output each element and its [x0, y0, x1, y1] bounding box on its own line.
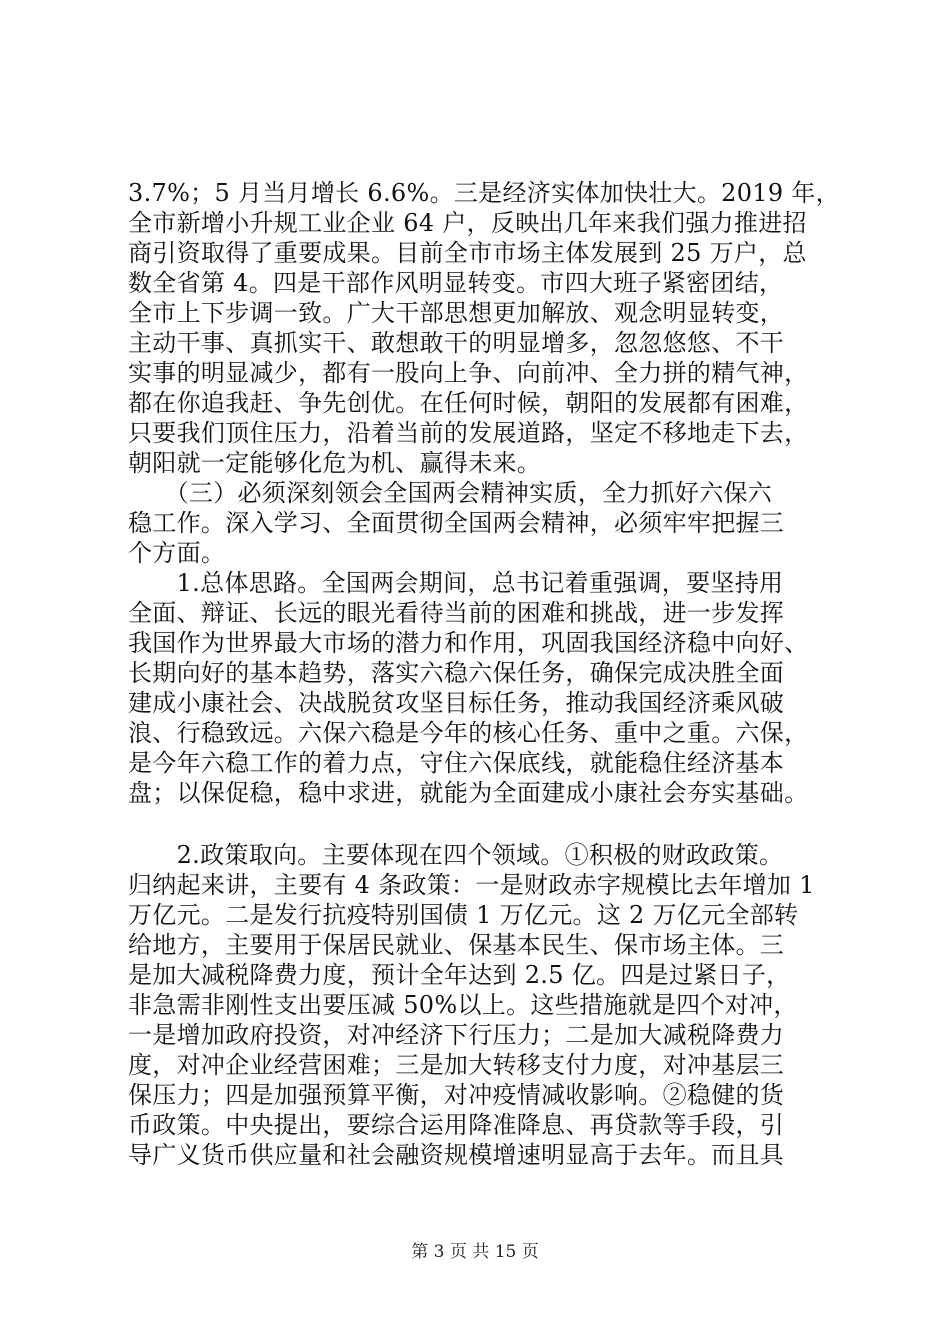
text-line: 保压力；四是加强预算平衡，对冲疫情减收影响。②稳健的货 [128, 1081, 785, 1109]
text-line: 万亿元。二是发行抗疫特别国债 1 万亿元。这 2 万亿元全部转 [128, 901, 799, 929]
text-line: 主动干事、真抓实干、敢想敢干的明显增多，忽忽悠悠、不干 [128, 329, 785, 357]
text-block-1 [128, 178, 840, 808]
text-line: （三）必须深刻领会全国两会精神实质，全力抓好六保六 [128, 479, 773, 507]
text-line: 一是增加政府投资，对冲经济下行压力；二是加大减税降费力 [128, 1021, 785, 1049]
text-line: 给地方，主要用于保居民就业、保基本民生、保市场主体。三 [128, 931, 785, 959]
text-line: 稳工作。深入学习、全面贯彻全国两会精神，必须牢牢把握三 [128, 509, 785, 537]
text-line: 导广义货币供应量和社会融资规模增速明显高于去年。而且具 [128, 1141, 785, 1169]
text-line: 归纳起来讲，主要有 4 条政策：一是财政赤字规模比去年增加 1 [128, 871, 815, 899]
text-line: 是加大减税降费力度，预计全年达到 2.5 亿。四是过紧日子， [128, 961, 791, 989]
text-line: 全市上下步调一致。广大干部思想更加解放、观念明显转变， [128, 299, 785, 327]
text-line: 非急需非刚性支出要压减 50%以上。这些措施就是四个对冲， [128, 991, 798, 1019]
text-line: 我国作为世界最大市场的潜力和作用，巩固我国经济稳中向好、 [128, 629, 809, 657]
text-line: 浪、行稳致远。六保六稳是今年的核心任务、重中之重。六保， [128, 719, 809, 747]
text-line: 长期向好的基本趋势，落实六稳六保任务，确保完成决胜全面 [128, 659, 785, 687]
text-line: 是今年六稳工作的着力点，守住六保底线，就能稳住经济基本 [128, 749, 785, 777]
text-line: 3.7%；5 月当月增长 6.6%。三是经济实体加快壮大。2019 年， [128, 179, 840, 207]
document-body [128, 178, 840, 1170]
text-line: 商引资取得了重要成果。目前全市市场主体发展到 25 万户，总 [128, 239, 807, 267]
text-line: 全市新增小升规工业企业 64 户，反映出几年来我们强力推进招 [128, 209, 807, 237]
text-block-2 [128, 840, 828, 1170]
text-line: 全面、辩证、长远的眼光看待当前的困难和挑战，进一步发挥 [128, 599, 785, 627]
text-line: 都在你追我赶、争先创优。在任何时候，朝阳的发展都有困难， [128, 389, 809, 417]
text-line: 建成小康社会、决战脱贫攻坚目标任务，推动我国经济乘风破 [128, 689, 785, 717]
text-line: 2.政策取向。主要体现在四个领域。①积极的财政政策。 [128, 841, 784, 869]
page-footer: 第 3 页 共 15 页 [411, 1242, 539, 1262]
text-line: 度，对冲企业经营困难；三是加大转移支付力度，对冲基层三 [128, 1051, 785, 1079]
paragraph-gap [128, 808, 828, 840]
text-line: 朝阳就一定能够化危为机、赢得未来。 [128, 449, 542, 477]
text-line: 盘；以保促稳，稳中求进，就能为全面建成小康社会夯实基础。 [128, 779, 809, 807]
text-line: 只要我们顶住压力，沿着当前的发展道路，坚定不移地走下去， [128, 419, 809, 447]
text-line: 1.总体思路。全国两会期间，总书记着重强调，要坚持用 [128, 569, 784, 597]
text-line: 币政策。中央提出，要综合运用降准降息、再贷款等手段，引 [128, 1111, 785, 1139]
text-line: 数全省第 4。四是干部作风明显转变。市四大班子紧密团结， [128, 269, 784, 297]
text-line: 实事的明显减少，都有一股向上争、向前冲、全力拼的精气神， [128, 359, 809, 387]
text-line: 个方面。 [128, 539, 226, 567]
